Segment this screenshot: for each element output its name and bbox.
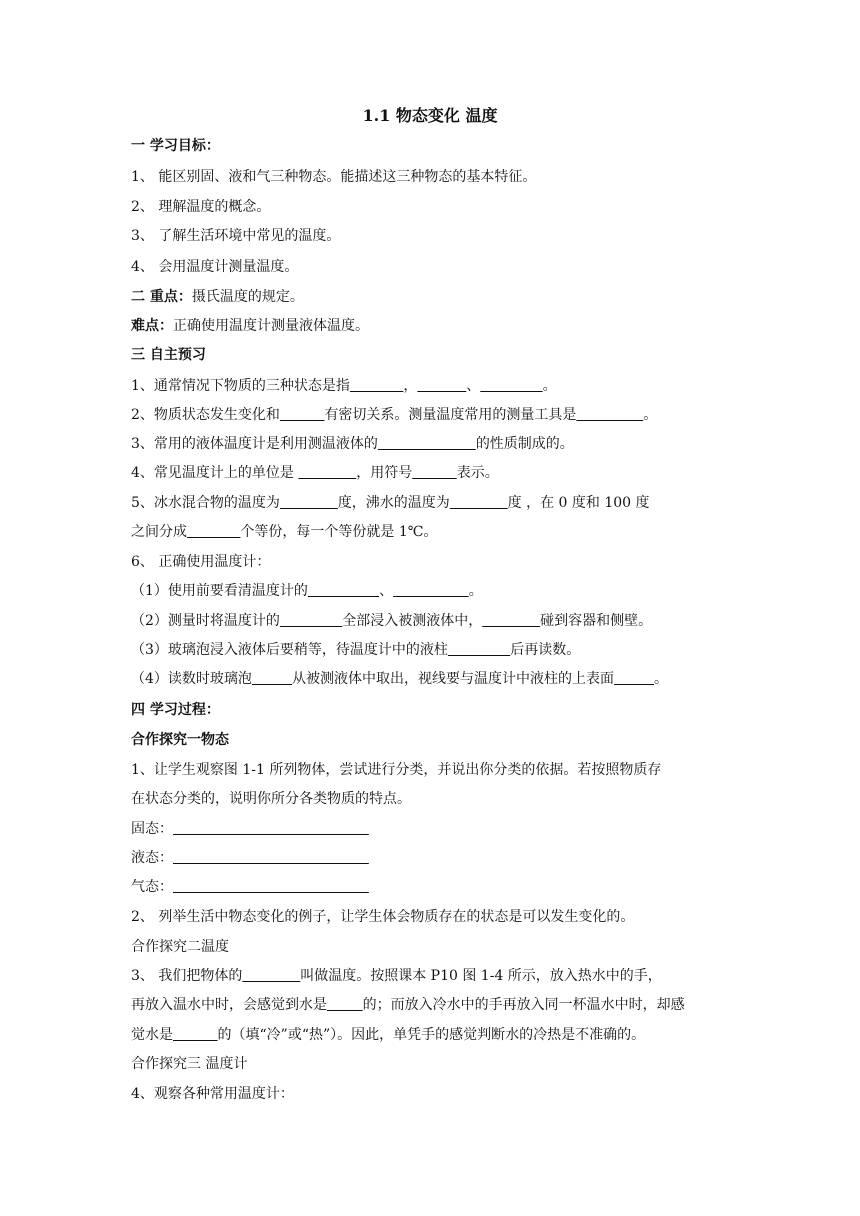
preview-q2: [131, 405, 731, 425]
q4-text-c: 表示。: [456, 465, 499, 481]
preview-q4: [131, 463, 731, 483]
q6p4-text-b: 从被测液体中取出，视线要与温度计中液柱的上表面: [291, 671, 614, 687]
q3p-blank-2: [327, 997, 363, 1013]
q5-blank-2: [450, 495, 508, 511]
q3p-text-b: 叫做温度。按照课本 P10 图 1-4 所示，放入热水中的手，: [300, 968, 662, 984]
process-q3-line1: [131, 966, 731, 986]
solid-label: 固态：: [131, 821, 173, 837]
q3p-blank-1: [242, 968, 300, 984]
q2-text-b: 有密切关系。测量温度常用的测量工具是: [324, 407, 577, 423]
difficulty-label: 难点：: [131, 318, 173, 334]
page-title: 1.1 物态变化 温度: [362, 106, 498, 125]
q5-text-c: 度 ，在 0 度和 100 度: [507, 495, 650, 511]
q2-text-c: 。: [643, 407, 658, 423]
q6p1-blank-2: [393, 583, 469, 599]
liquid-line: [131, 848, 731, 868]
objective-1: 1、 能区别固、液和气三种物态。能描述这三种物态的基本特征。: [131, 169, 537, 185]
q6p1-text-a: （1）使用前要看清温度计的: [131, 583, 308, 599]
difficulty-text: 正确使用温度计测量液体温度。: [173, 318, 369, 334]
gas-line: [131, 877, 731, 897]
q5-blank-3: [187, 524, 240, 540]
preview-q1: [131, 376, 731, 396]
q6p2-text-c: 碰到容器和侧壁。: [540, 613, 653, 629]
key-point-text: 摄氏温度的规定。: [191, 289, 304, 305]
preview-q5-line2: [131, 522, 731, 542]
q1-blank-2: [417, 378, 466, 394]
solid-line: [131, 819, 731, 839]
key-point-label: 二 重点：: [131, 289, 192, 305]
q4-blank-1: [298, 465, 356, 481]
q3p-text-a: 3、 我们把物体的: [131, 968, 243, 984]
q6p3-text-b: 后再读数。: [510, 642, 581, 658]
q1-text-b: ，: [403, 378, 418, 394]
q3-blank-1: [378, 436, 476, 452]
q3p-blank-3: [173, 1027, 218, 1043]
q1-text-a: 1、通常情况下物质的三种状态是指: [131, 378, 350, 394]
key-point-line: [131, 287, 731, 307]
objective-4: 4、 会用温度计测量温度。: [131, 259, 299, 275]
process-q1-line1: 1、让学生观察图 1-1 所列物体，尝试进行分类，并说出你分类的依据。若按照物质存: [131, 762, 662, 778]
q6p4-blank-2: [614, 671, 654, 687]
q6p1-text-b: 、: [379, 583, 394, 599]
preview-q5-line1: [131, 493, 731, 513]
process-q3-line3: [131, 1025, 731, 1045]
q1-text-c: 、: [466, 378, 481, 394]
section-1-heading: 一 学习目标：: [131, 138, 220, 154]
q4-text-b: ，用符号: [356, 465, 413, 481]
q6p2-text-a: （2）测量时将温度计的: [131, 613, 280, 629]
preview-q6-head: 6、 正确使用温度计：: [131, 554, 271, 570]
q6p4-blank-1: [252, 671, 292, 687]
q3-text-b: 的性质制成的。: [475, 436, 574, 452]
gas-label: 气态：: [131, 879, 173, 895]
solid-blank: [173, 821, 369, 837]
q2-blank-2: [576, 407, 643, 423]
q4-text-a: 4、常见温度计上的单位是: [131, 465, 299, 481]
q4-blank-2: [412, 465, 457, 481]
q3-text-a: 3、常用的液体温度计是利用测温液体的: [131, 436, 378, 452]
preview-q3: [131, 434, 731, 454]
process-q2: 2、 列举生活中物态变化的例子，让学生体会物质存在的状态是可以发生变化的。: [131, 909, 635, 925]
q6p1-blank-1: [308, 583, 379, 599]
liquid-blank: [173, 850, 369, 866]
section-4-heading: 四 学习过程：: [131, 702, 220, 718]
q5-text-b: 度，沸水的温度为: [337, 495, 450, 511]
process-q1-line2: 在状态分类的，说明你所分各类物质的特点。: [131, 791, 411, 807]
q2-text-a: 2、物质状态发生变化和: [131, 407, 280, 423]
q5-text-d: 之间分成: [131, 524, 187, 540]
q6p2-blank-2: [482, 613, 540, 629]
difficulty-line: [131, 316, 731, 336]
preview-q6-p3: [131, 640, 731, 660]
q3p-text-d: 的；而放入冷水中的手再放入同一杯温水中时，却感: [362, 997, 685, 1013]
q6p4-text-a: （4）读数时玻璃泡: [131, 671, 252, 687]
q5-text-a: 5、冰水混合物的温度为: [131, 495, 280, 511]
preview-q6-p4: [131, 669, 731, 689]
process-q4: 4、观察各种常用温度计：: [131, 1086, 294, 1102]
q6p2-blank-1: [280, 613, 342, 629]
preview-q6-p2: [131, 611, 731, 631]
preview-q6-p1: [131, 581, 731, 601]
q1-blank-3: [480, 378, 542, 394]
process-q3-line2: [131, 995, 731, 1015]
liquid-label: 液态：: [131, 850, 173, 866]
q6p3-text-a: （3）玻璃泡浸入液体后要稍等，待温度计中的液柱: [131, 642, 448, 658]
q2-blank-1: [280, 407, 325, 423]
subheading-thermometer: 合作探究三 温度计: [131, 1056, 248, 1072]
q3p-text-c: 再放入温水中时，会感觉到水是: [131, 997, 327, 1013]
q3p-text-e: 觉水是: [131, 1027, 173, 1043]
section-3-heading: 三 自主预习: [131, 347, 206, 363]
gas-blank: [173, 879, 369, 895]
q1-text-d: 。: [542, 378, 557, 394]
objective-3: 3、 了解生活环境中常见的温度。: [131, 228, 341, 244]
q6p1-text-c: 。: [468, 583, 483, 599]
q1-blank-1: [350, 378, 403, 394]
subheading-states: 合作探究一物态: [131, 732, 229, 748]
subheading-temperature: 合作探究二温度: [131, 939, 229, 955]
q6p2-text-b: 全部浸入被测液体中，: [342, 613, 483, 629]
q6p3-blank-1: [448, 642, 510, 658]
q5-blank-1: [280, 495, 338, 511]
q6p4-text-c: 。: [654, 671, 669, 687]
objective-2: 2、 理解温度的概念。: [131, 199, 271, 215]
q5-text-e: 个等份，每一个等份就是 1℃。: [240, 524, 438, 540]
q3p-text-f: 的（填“冷”或“热”）。因此，单凭手的感觉判断水的冷热是不准确的。: [217, 1027, 646, 1043]
